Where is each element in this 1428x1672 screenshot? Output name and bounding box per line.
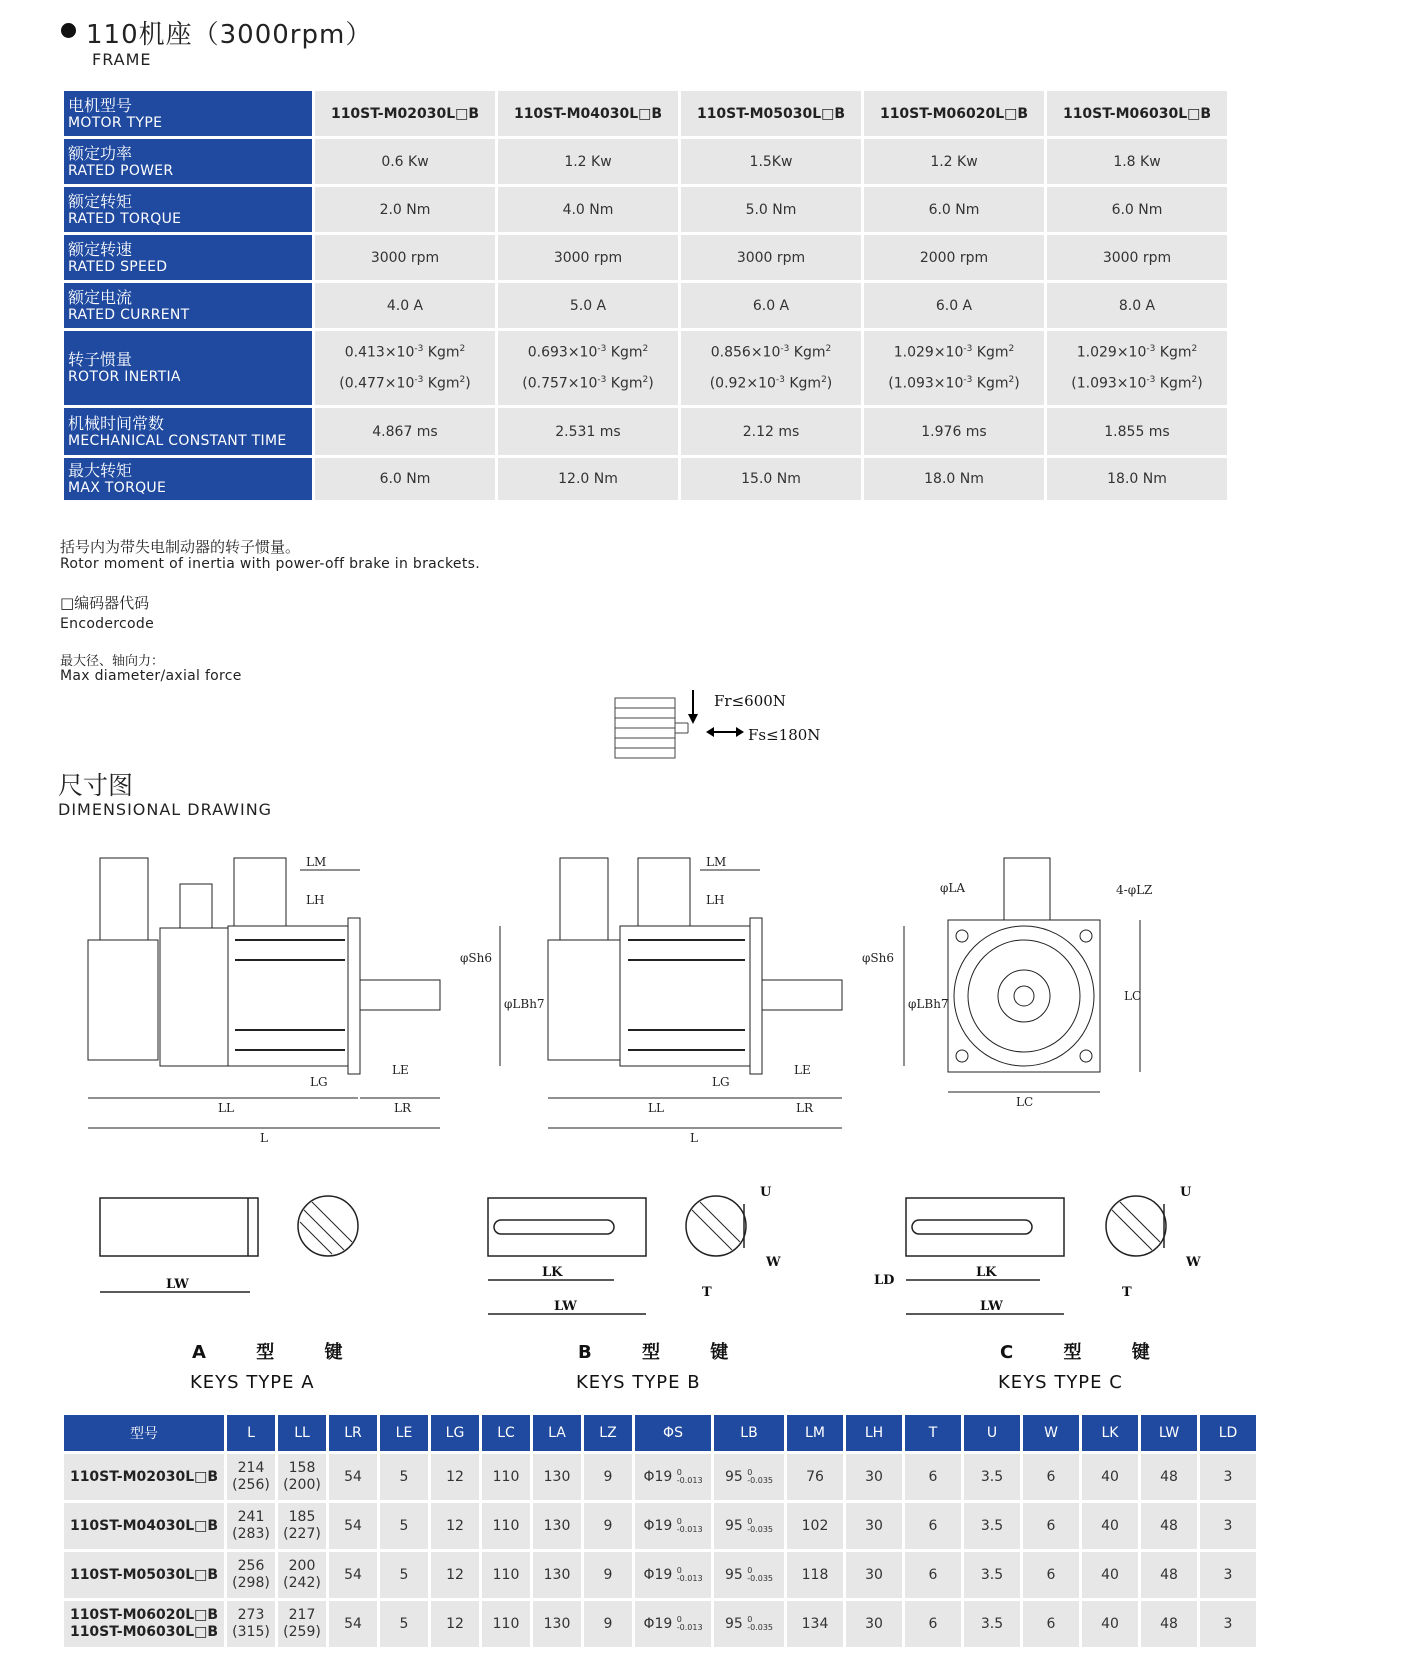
table-cell: 48 xyxy=(1141,1601,1197,1647)
table-cell: 110 xyxy=(482,1454,530,1500)
model-cell: 110ST-M05030L□B xyxy=(64,1552,224,1598)
table-cell: 95 0 -0.035 xyxy=(714,1601,784,1647)
table-cell: 1.855 ms xyxy=(1047,408,1227,455)
table-cell: 15.0 Nm xyxy=(681,458,861,500)
table-cell: 2.0 Nm xyxy=(315,187,495,232)
key-type-a-cn: A 型 键 xyxy=(192,1342,365,1363)
force-note-cn: 最大径、轴向力： xyxy=(60,654,165,669)
dim-label: φLBh7 xyxy=(504,997,545,1011)
column-header: LB xyxy=(714,1415,784,1451)
table-cell: 6.0 Nm xyxy=(864,187,1044,232)
table-cell: 130 xyxy=(533,1552,581,1598)
dim-label: LC xyxy=(1016,1095,1034,1109)
dim-label: LG xyxy=(310,1075,328,1089)
table-cell: 12 xyxy=(431,1454,479,1500)
table-cell: 5 xyxy=(380,1454,428,1500)
dim-label: φSh6 xyxy=(460,951,492,965)
table-cell: 12.0 Nm xyxy=(498,458,678,500)
inertia-cell: $0.693\times 10^{-3}$ Kgm$^2$ ($0.757\times 10^{-3}$ Kgm$^2$) xyxy=(498,331,678,405)
table-cell: 118 xyxy=(787,1552,843,1598)
key-type-c-cn: C 型 键 xyxy=(1000,1342,1172,1363)
table-cell: 2.12 ms xyxy=(681,408,861,455)
dim-label: LH xyxy=(706,893,725,907)
model-cell: 110ST-M02030L□B xyxy=(64,1454,224,1500)
dim-label: LM xyxy=(706,855,727,869)
dim-label: T xyxy=(702,1285,712,1300)
column-header: 型号 xyxy=(64,1415,224,1451)
dim-label: W xyxy=(1186,1255,1201,1270)
dim-label: LD xyxy=(874,1273,895,1288)
fs-label: Fs≤180N xyxy=(748,726,821,744)
table-cell: 30 xyxy=(846,1552,902,1598)
table-cell: 9 xyxy=(584,1601,632,1647)
table-cell: 95 0 -0.035 xyxy=(714,1503,784,1549)
table-cell: 4.867 ms xyxy=(315,408,495,455)
table-cell: Φ19 0 -0.013 xyxy=(635,1552,711,1598)
column-header: LD xyxy=(1200,1415,1256,1451)
table-cell: 241 (283) xyxy=(227,1503,275,1549)
table-row xyxy=(64,408,1227,455)
table-cell: 6 xyxy=(1023,1454,1079,1500)
table-cell: 48 xyxy=(1141,1454,1197,1500)
inertia-cell: $0.413\times 10^{-3}$ Kgm$^2$ ($0.477\times 10^{-3}$ Kgm$^2$) xyxy=(315,331,495,405)
table-cell: 30 xyxy=(846,1601,902,1647)
dim-label: U xyxy=(760,1185,772,1200)
inertia-cell: $1.029\times 10^{-3}$ Kgm$^2$ ($1.093\times 10^{-3}$ Kgm$^2$) xyxy=(864,331,1044,405)
table-cell: 6 xyxy=(1023,1601,1079,1647)
row-label: 额定功率 RATED POWER xyxy=(64,139,312,184)
column-header: LE xyxy=(380,1415,428,1451)
section-subtitle: FRAME xyxy=(92,50,152,69)
dim-label: φSh6 xyxy=(862,951,894,965)
dim-label: LK xyxy=(976,1265,997,1280)
dim-label: LE xyxy=(392,1063,409,1077)
table-cell: Φ19 0 -0.013 xyxy=(635,1503,711,1549)
table-cell: 1.8 Kw xyxy=(1047,139,1227,184)
encoder-note-en: Encodercode xyxy=(60,616,154,632)
table-cell: 6.0 Nm xyxy=(315,458,495,500)
table-cell: 1.2 Kw xyxy=(864,139,1044,184)
table-cell: 158 (200) xyxy=(278,1454,326,1500)
table-cell: 5 xyxy=(380,1601,428,1647)
dim-label: L xyxy=(260,1131,268,1145)
column-header: LL xyxy=(278,1415,326,1451)
key-type-b-cn: B 型 键 xyxy=(578,1342,751,1363)
table-cell: 130 xyxy=(533,1454,581,1500)
table-cell: 3000 rpm xyxy=(681,235,861,280)
column-header: LC xyxy=(482,1415,530,1451)
table-row xyxy=(64,283,1227,328)
column-header: W xyxy=(1023,1415,1079,1451)
table-cell: 6 xyxy=(905,1503,961,1549)
table-row xyxy=(64,1454,1256,1500)
inertia-cell: $1.029\times 10^{-3}$ Kgm$^2$ ($1.093\times 10^{-3}$ Kgm$^2$) xyxy=(1047,331,1227,405)
table-cell: 40 xyxy=(1082,1454,1138,1500)
table-row xyxy=(64,187,1227,232)
model-cell: 110ST-M06020L□B 110ST-M06030L□B xyxy=(64,1601,224,1647)
table-cell: 40 xyxy=(1082,1552,1138,1598)
table-cell: 185 (227) xyxy=(278,1503,326,1549)
table-cell: 102 xyxy=(787,1503,843,1549)
brake-note-en: Rotor moment of inertia with power-off brake in brackets. xyxy=(60,556,480,572)
dim-label: U xyxy=(1180,1185,1192,1200)
model-header: 110ST-M02030L□B xyxy=(315,91,495,136)
table-cell: 2000 rpm xyxy=(864,235,1044,280)
table-row xyxy=(64,1601,1256,1647)
table-cell: 256 (298) xyxy=(227,1552,275,1598)
section-title: 尺寸图 xyxy=(58,771,134,800)
table-cell: 5.0 Nm xyxy=(681,187,861,232)
table-cell: 3.5 xyxy=(964,1503,1020,1549)
encoder-note-cn: □编码器代码 xyxy=(60,594,150,612)
table-cell: 3 xyxy=(1200,1601,1256,1647)
table-cell: 3 xyxy=(1200,1454,1256,1500)
dim-label: 4-φLZ xyxy=(1116,883,1153,897)
section-title: 110机座（3000rpm） xyxy=(86,20,373,50)
row-label: 额定转速 RATED SPEED xyxy=(64,235,312,280)
keys-drawing xyxy=(0,1180,1428,1330)
table-cell: 95 0 -0.035 xyxy=(714,1454,784,1500)
table-cell: 48 xyxy=(1141,1552,1197,1598)
table-cell: 110 xyxy=(482,1601,530,1647)
bullet-icon xyxy=(61,23,76,38)
table-cell: 3.5 xyxy=(964,1552,1020,1598)
table-cell: 3 xyxy=(1200,1552,1256,1598)
row-label: 额定转矩 RATED TORQUE xyxy=(64,187,312,232)
table-cell: 1.976 ms xyxy=(864,408,1044,455)
dim-label: LK xyxy=(542,1265,563,1280)
table-cell: 9 xyxy=(584,1552,632,1598)
table-cell: 130 xyxy=(533,1503,581,1549)
dim-label: LR xyxy=(394,1101,412,1115)
force-diagram xyxy=(600,690,840,770)
key-type-b-en: KEYS TYPE B xyxy=(576,1372,701,1393)
dim-label: W xyxy=(766,1255,781,1270)
column-header: LR xyxy=(329,1415,377,1451)
dim-label: LW xyxy=(554,1299,577,1314)
fr-label: Fr≤600N xyxy=(714,692,786,710)
model-cell: 110ST-M04030L□B xyxy=(64,1503,224,1549)
dim-label: L xyxy=(690,1131,698,1145)
dim-label: LE xyxy=(794,1063,811,1077)
table-cell: 3000 rpm xyxy=(1047,235,1227,280)
model-header: 110ST-M04030L□B xyxy=(498,91,678,136)
model-header: 110ST-M06020L□B xyxy=(864,91,1044,136)
dim-label: LL xyxy=(218,1101,234,1115)
column-header: U xyxy=(964,1415,1020,1451)
table-cell: 3 xyxy=(1200,1503,1256,1549)
row-label: 最大转矩 MAX TORQUE xyxy=(64,458,312,500)
table-cell: 110 xyxy=(482,1552,530,1598)
table-cell: Φ19 0 -0.013 xyxy=(635,1454,711,1500)
table-cell: 3.5 xyxy=(964,1601,1020,1647)
table-cell: 40 xyxy=(1082,1503,1138,1549)
table-cell: 6 xyxy=(905,1552,961,1598)
row-label: 机械时间常数 MECHANICAL CONSTANT TIME xyxy=(64,408,312,455)
table-cell: 12 xyxy=(431,1503,479,1549)
table-row xyxy=(64,139,1227,184)
table-cell: 6.0 A xyxy=(681,283,861,328)
table-cell: 95 0 -0.035 xyxy=(714,1552,784,1598)
dim-label: LC xyxy=(1124,989,1142,1003)
table-cell: 4.0 A xyxy=(315,283,495,328)
table-cell: Φ19 0 -0.013 xyxy=(635,1601,711,1647)
table-row xyxy=(64,235,1227,280)
dim-label: LW xyxy=(980,1299,1003,1314)
table-cell: 3.5 xyxy=(964,1454,1020,1500)
dim-label: LM xyxy=(306,855,327,869)
column-header: LH xyxy=(846,1415,902,1451)
table-cell: 6 xyxy=(1023,1503,1079,1549)
table-cell: 12 xyxy=(431,1552,479,1598)
table-row xyxy=(64,1552,1256,1598)
table-cell: 8.0 A xyxy=(1047,283,1227,328)
column-header: LZ xyxy=(584,1415,632,1451)
table-cell: 5 xyxy=(380,1503,428,1549)
table-cell: 1.2 Kw xyxy=(498,139,678,184)
table-cell: 54 xyxy=(329,1454,377,1500)
table-cell: 0.6 Kw xyxy=(315,139,495,184)
table-cell: 18.0 Nm xyxy=(1047,458,1227,500)
table-cell: 5 xyxy=(380,1552,428,1598)
column-header: T xyxy=(905,1415,961,1451)
model-header: 110ST-M06030L□B xyxy=(1047,91,1227,136)
table-cell: 3000 rpm xyxy=(315,235,495,280)
dimensional-drawing xyxy=(0,840,1428,1160)
key-type-a-en: KEYS TYPE A xyxy=(190,1372,315,1393)
table-cell: 40 xyxy=(1082,1601,1138,1647)
table-cell: 76 xyxy=(787,1454,843,1500)
column-header: L xyxy=(227,1415,275,1451)
table-cell: 200 (242) xyxy=(278,1552,326,1598)
dim-label: LW xyxy=(166,1277,189,1292)
column-header: LG xyxy=(431,1415,479,1451)
table-cell: 12 xyxy=(431,1601,479,1647)
force-note-en: Max diameter/axial force xyxy=(60,668,242,684)
inertia-cell: $0.856\times 10^{-3}$ Kgm$^2$ ($0.92\times 10^{-3}$ Kgm$^2$) xyxy=(681,331,861,405)
table-cell: 3000 rpm xyxy=(498,235,678,280)
table-cell: 110 xyxy=(482,1503,530,1549)
dim-label: φLBh7 xyxy=(908,997,949,1011)
dim-label: T xyxy=(1122,1285,1132,1300)
column-header: LW xyxy=(1141,1415,1197,1451)
table-cell: 54 xyxy=(329,1552,377,1598)
table-header-row xyxy=(64,1415,1256,1451)
table-cell: 6 xyxy=(905,1454,961,1500)
column-header: ΦS xyxy=(635,1415,711,1451)
table-cell: 48 xyxy=(1141,1503,1197,1549)
table-cell: 9 xyxy=(584,1503,632,1549)
table-row xyxy=(64,91,1227,136)
spec-table xyxy=(61,88,1230,503)
dim-label: LL xyxy=(648,1101,664,1115)
table-cell: 273 (315) xyxy=(227,1601,275,1647)
table-cell: 134 xyxy=(787,1601,843,1647)
table-cell: 5.0 A xyxy=(498,283,678,328)
table-row xyxy=(64,458,1227,500)
table-cell: 6 xyxy=(905,1601,961,1647)
section-subtitle: DIMENSIONAL DRAWING xyxy=(58,800,273,819)
table-cell: 30 xyxy=(846,1503,902,1549)
table-cell: 6.0 A xyxy=(864,283,1044,328)
table-cell: 30 xyxy=(846,1454,902,1500)
table-row xyxy=(64,331,1227,405)
key-type-c-en: KEYS TYPE C xyxy=(998,1372,1123,1393)
table-cell: 214 (256) xyxy=(227,1454,275,1500)
column-header: LK xyxy=(1082,1415,1138,1451)
dim-label: LG xyxy=(712,1075,730,1089)
table-cell: 9 xyxy=(584,1454,632,1500)
row-label: 额定电流 RATED CURRENT xyxy=(64,283,312,328)
table-cell: 217 (259) xyxy=(278,1601,326,1647)
table-cell: 18.0 Nm xyxy=(864,458,1044,500)
dimension-table xyxy=(61,1412,1259,1650)
dim-label: LH xyxy=(306,893,325,907)
table-cell: 6 xyxy=(1023,1552,1079,1598)
dim-label: LR xyxy=(796,1101,814,1115)
brake-note-cn: 括号内为带失电制动器的转子惯量。 xyxy=(60,538,301,556)
table-cell: 130 xyxy=(533,1601,581,1647)
column-header: LA xyxy=(533,1415,581,1451)
table-cell: 4.0 Nm xyxy=(498,187,678,232)
table-cell: 2.531 ms xyxy=(498,408,678,455)
table-row xyxy=(64,1503,1256,1549)
row-label: 电机型号 MOTOR TYPE xyxy=(64,91,312,136)
table-cell: 1.5Kw xyxy=(681,139,861,184)
table-cell: 54 xyxy=(329,1503,377,1549)
table-cell: 6.0 Nm xyxy=(1047,187,1227,232)
row-label: 转子惯量 ROTOR INERTIA xyxy=(64,331,312,405)
dim-label: φLA xyxy=(940,881,966,895)
table-cell: 54 xyxy=(329,1601,377,1647)
column-header: LM xyxy=(787,1415,843,1451)
model-header: 110ST-M05030L□B xyxy=(681,91,861,136)
